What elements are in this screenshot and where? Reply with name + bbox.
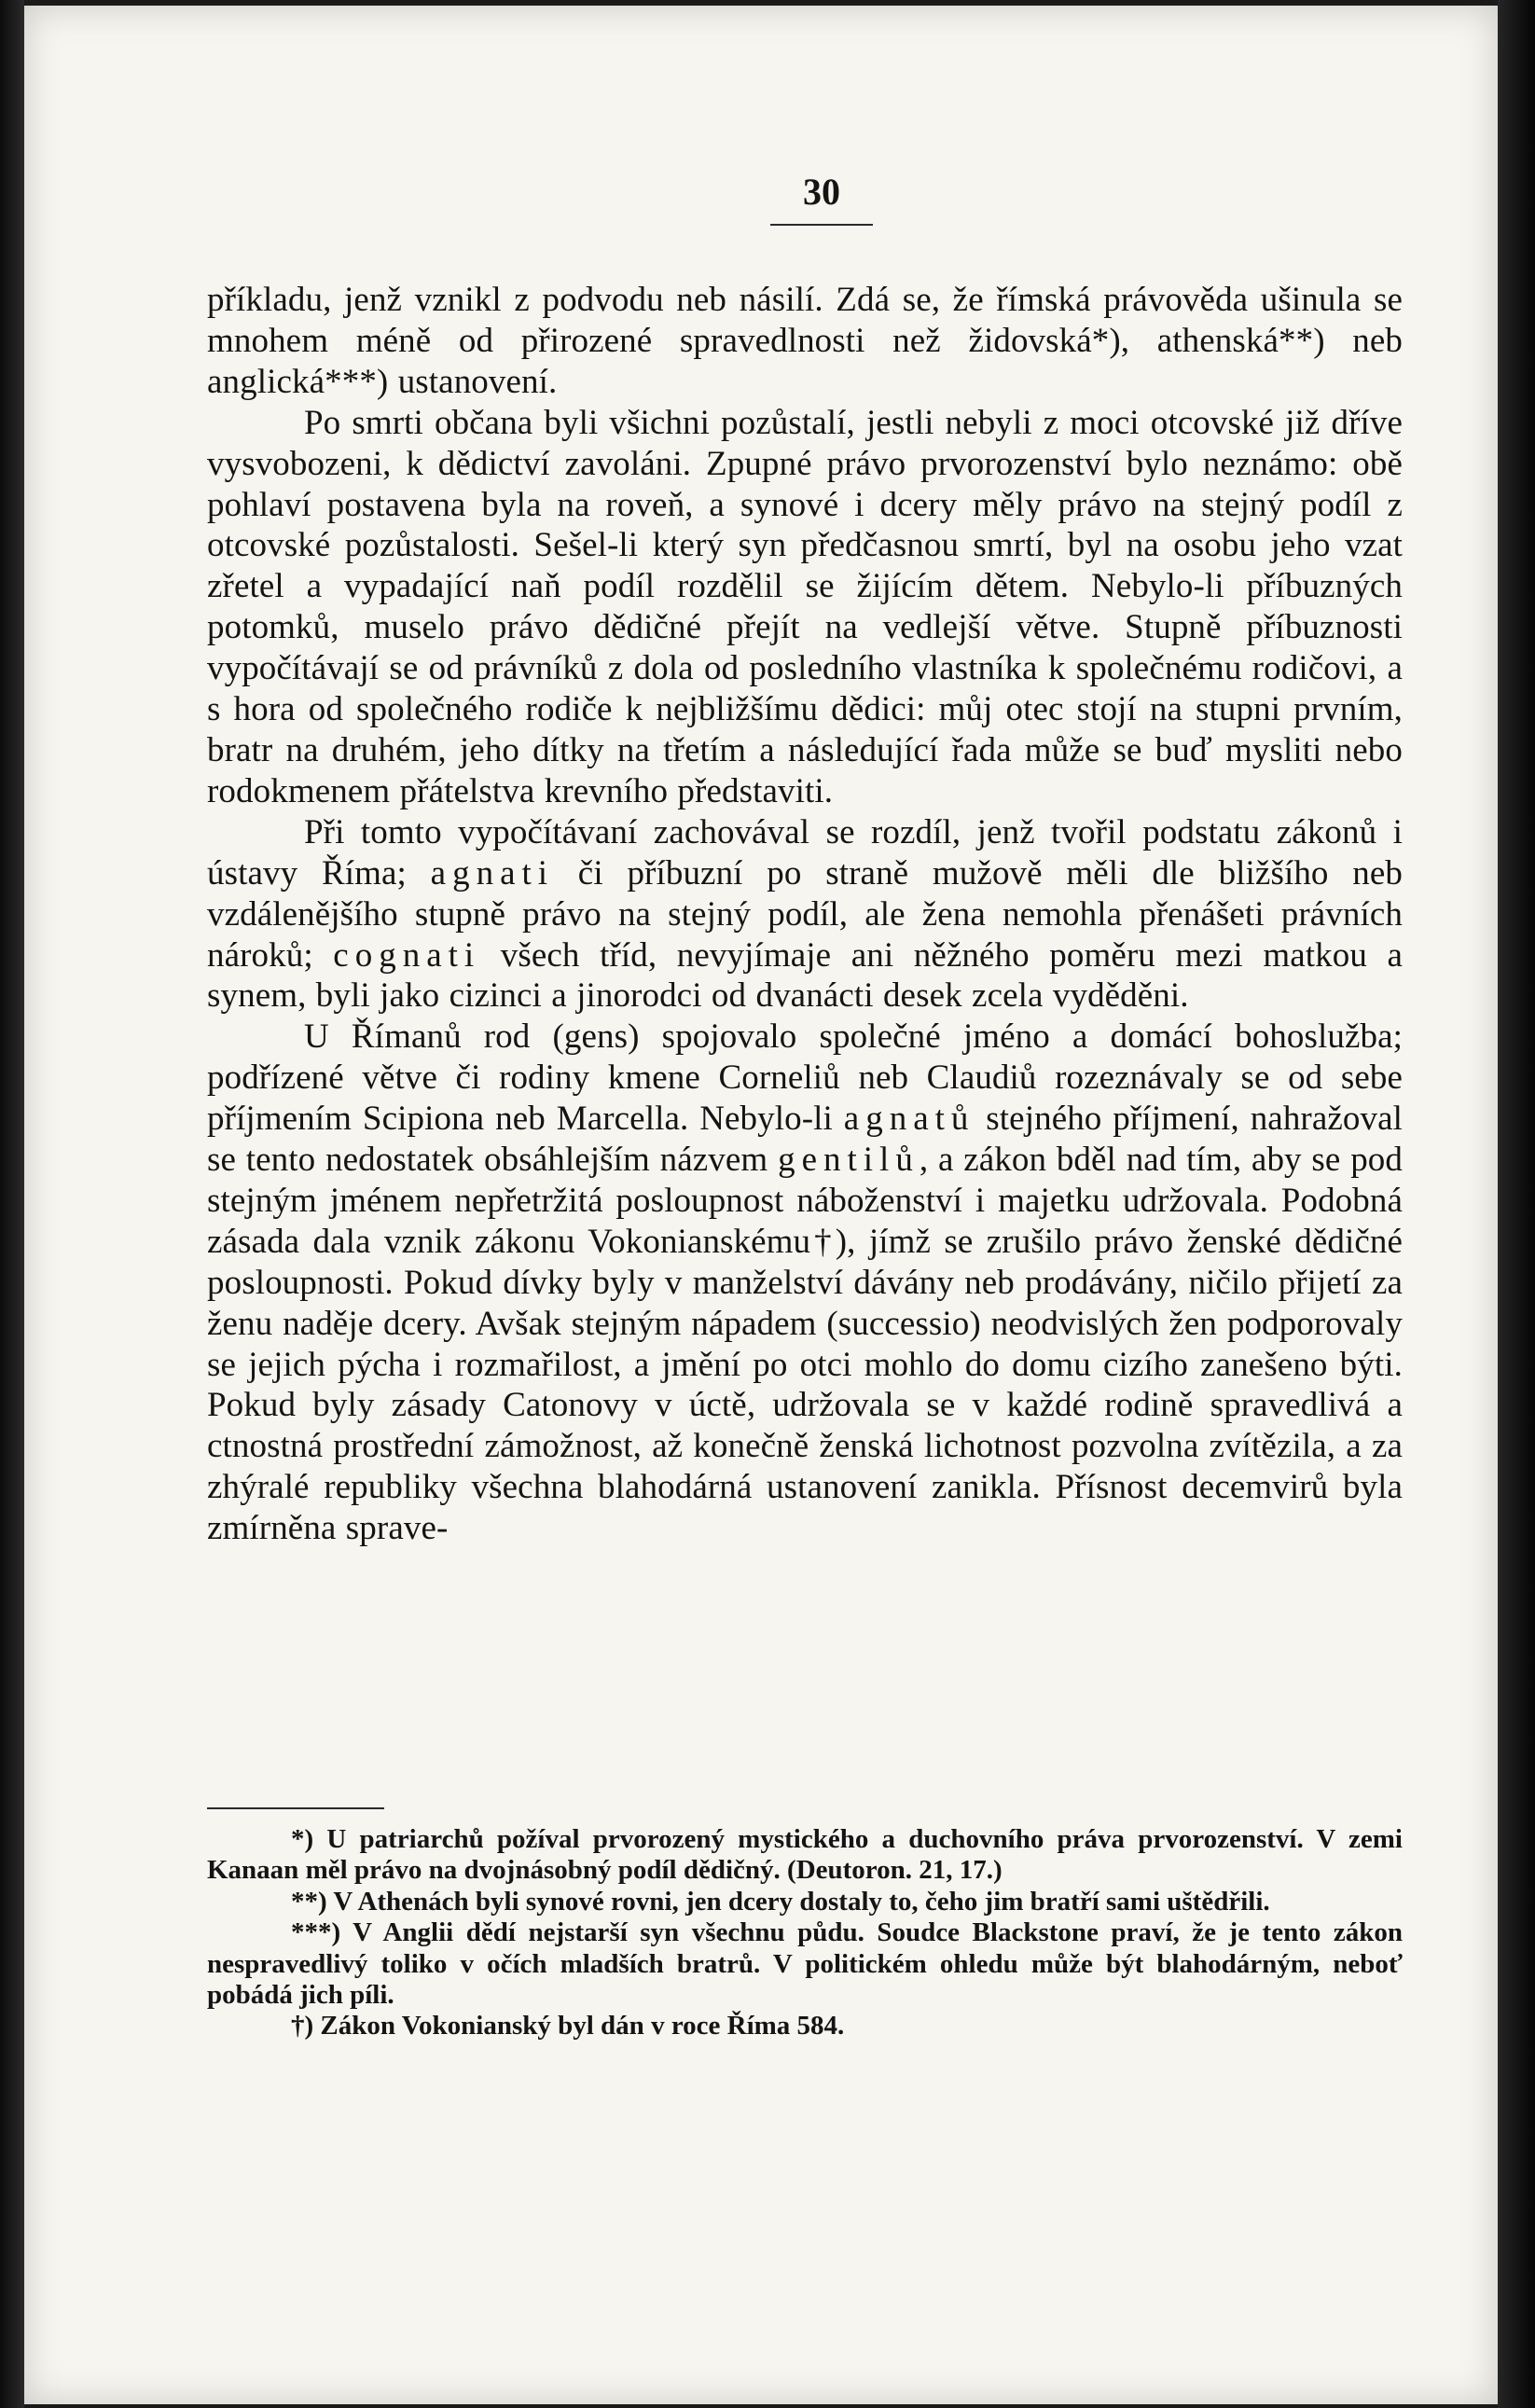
footnote-3: ***) V Anglii dědí nejstarší syn všechnu půdu. Soudce Blackstone praví, že je tento zákon nespravedlivý toliko v očích mladších bratrů. V politickém ohledu může být blahodárným, neboť pobádá jich píli. bbox=[207, 1917, 1403, 2011]
paragraph-4-text-b: stejného příjmení, nahražoval se tento nedostatek obsáhlejším názvem bbox=[207, 1100, 1403, 1180]
scan-edge-left bbox=[0, 0, 24, 2408]
term-agnatu: agnatů bbox=[843, 1100, 975, 1139]
term-gentilu: gentilů bbox=[778, 1141, 920, 1180]
paragraph-3 bbox=[207, 812, 1403, 1017]
page-number-rule bbox=[770, 224, 873, 226]
term-cognati: cognati bbox=[333, 935, 481, 975]
footnote-4: †) Zákon Vokonianský byl dán v roce Říma 584. bbox=[291, 2011, 845, 2041]
paragraph-2: Po smrti občana byli všichni pozůstalí, jestli nebyli z moci otcovské již dříve vysvobozeni, k dědictví zavoláni. Zpupné právo prvorozenství bylo neznámo: obě pohlaví postavena byla na roveň, a synové i dcery měly právo na stejný podíl z otcovské pozůstalosti. Sešel-li který syn předčasnou smrtí, byl na osobu jeho vzat zřetel a vypadající naň podíl rozdělil se žijícím dětem. Nebylo-li příbuzných potomků, muselo právo dědičné přejít na vedlejší větve. Stupně příbuznosti vypočítávají se od právníků z dola od posledního vlastníka k společnému rodičovi, a s hora od společného rodiče k nejbližšímu dědici: můj otec stojí na stupni prvním, bratr na druhém, jeho dítky na třetím a následující řada může se buď mysliti nebo rodokmenem přátelstva krevního představiti. bbox=[207, 403, 1403, 810]
footnote-rule bbox=[207, 1807, 384, 1809]
book-page bbox=[24, 6, 1498, 2404]
paragraph-1: příkladu, jenž vznikl z podvodu neb násilí. Zdá se, že římská právověda ušinula se mnohem méně od přirozené spravedlnosti než židovská*), athenská**) neb anglická***) ustanovení. bbox=[207, 281, 1403, 401]
term-agnati: agnati bbox=[430, 853, 555, 893]
body-text bbox=[207, 280, 1403, 1549]
page-number: 30 bbox=[803, 171, 840, 213]
paragraph-3-text-a: Při tomto vypočítávaní zachovával se rozdíl, jenž tvořil podstatu zákonů i ústavy Říma; bbox=[207, 812, 1403, 893]
paragraph-4-text-a: U Římanů rod (gens) spojovalo společné jméno a domácí bohoslužba; podřízené větve či rodiny kmene Corneliů neb Claudiů rozeznávaly se od sebe příjmením Scipiona neb Marcella. Nebylo-li bbox=[207, 1017, 1403, 1139]
scan-edge-right bbox=[1498, 0, 1535, 2408]
paragraph-3-text-c: všech tříd, nevyjímaje ani něžného poměru mezi matkou a synem, byli jako cizinci a jinorodci od dvanácti desek zcela vyděděni. bbox=[207, 935, 1403, 1016]
paragraph-4 bbox=[207, 1017, 1403, 1549]
footnote-1: *) U patriarchů požíval prvorozený mystického a duchovního práva prvorozenství. V zemi Kanaan měl právo na dvojnásobný podíl dědičný. (Deutoron. 21, 17.) bbox=[207, 1824, 1403, 1886]
paragraph-3-text-b: či příbuzní po straně mužově měli dle bližšího neb vzdálenějšího stupně právo na stejný podíl, ale žena nemohla přenášeti právních nároků; bbox=[207, 853, 1403, 975]
footnotes bbox=[207, 1824, 1403, 2042]
footnote-2: **) V Athenách byli synové rovni, jen dcery dostaly to, čeho jim bratří sami uštědřili. bbox=[291, 1886, 1270, 1917]
paragraph-4-text-c: , a zákon bděl nad tím, aby se pod stejným jménem nepřetržitá posloupnost náboženství i majetku udržovala. Podobná zásada dala vznik zákonu Vokonianskému†), jímž se zrušilo právo ženské dědičné posloupnosti. Pokud dívky byly v manželství dávány neb prodávány, ničilo přijetí za ženu naděje dcery. Avšak stejným nápadem (successio) neodvislých žen podporovaly se jejich pýcha i rozmařilost, a jmění po otci mohlo do domu cizího zanešeno býti. Pokud byly zásady Catonovy v úctě, udržovala se v každé rodině spravedlivá a ctnostná prostřední zámožnost, až konečně ženská lichotnost pozvolna zvítězila, a za zhýralé republiky všechna blahodárná ustanovení zanikla. Přísnost decemvirů byla zmírněna sprave- bbox=[207, 1141, 1404, 1548]
